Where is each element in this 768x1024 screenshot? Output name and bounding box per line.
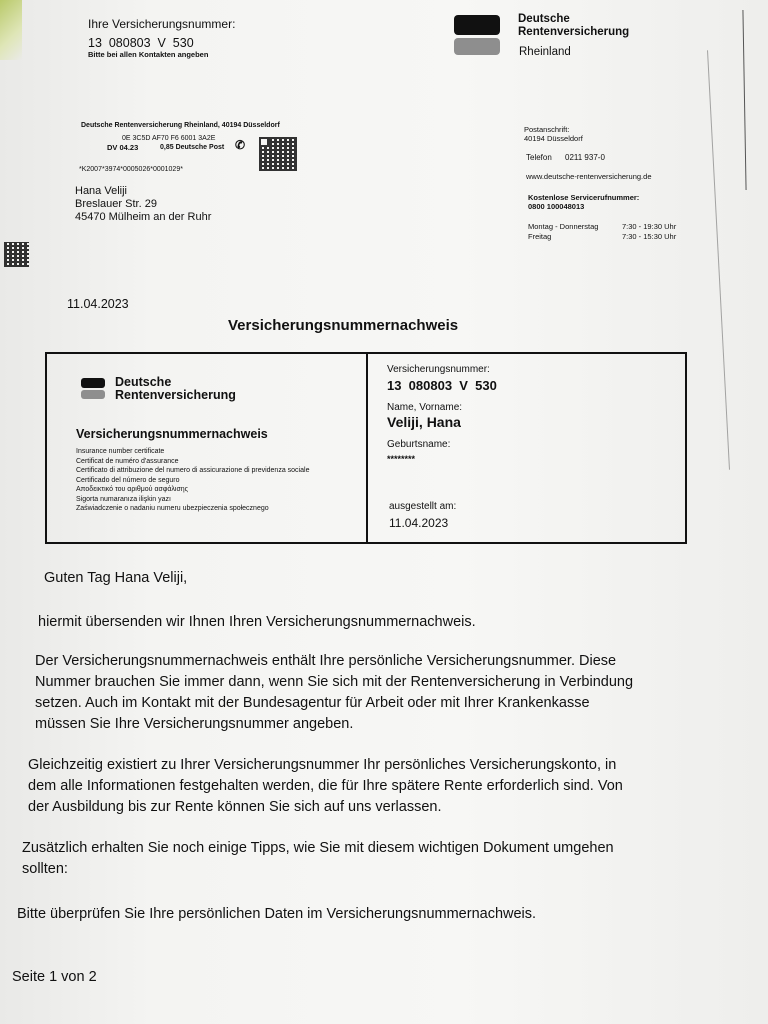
certificate-divider xyxy=(366,354,368,542)
postal-city: 40194 Düsseldorf xyxy=(524,134,583,143)
phone-label: Telefon xyxy=(526,153,552,162)
certificate-name: Veliji, Hana xyxy=(387,414,461,430)
recipient-name: Hana Veliji xyxy=(75,185,127,197)
letter-paragraph-2 xyxy=(35,651,633,735)
certificate-birthname-label: Geburtsname: xyxy=(387,439,451,450)
page-title: Versicherungsnummernachweis xyxy=(228,317,459,334)
hours-friday-label: Freitag xyxy=(528,232,552,241)
brand-region: Rheinland xyxy=(519,46,571,58)
recipient-city: 45470 Mülheim an der Ruhr xyxy=(75,211,212,223)
paragraph-3-line-3: der Ausbildung bis zur Rente können Sie sich auf uns verlassen. xyxy=(28,799,442,815)
letter-greeting: Guten Tag Hana Veliji, xyxy=(44,570,188,586)
certificate-brand xyxy=(115,376,236,402)
paragraph-3-line-2: dem alle Informationen festgehalten werden, die für Ihre spätere Rente erforderlich sind. Von xyxy=(28,778,623,794)
brand-logo-icon xyxy=(454,15,500,35)
certificate-box xyxy=(45,352,687,544)
paragraph-2-line-3: setzen. Auch im Kontakt mit der Bundesagentur für Arbeit oder mit Ihrer Krankenkasse xyxy=(35,695,590,711)
certificate-name-label: Name, Vorname: xyxy=(387,402,463,413)
hours-friday: 7:30 - 15:30 Uhr xyxy=(622,232,677,241)
hotline-label: Kostenlose Servicerufnummer: xyxy=(528,193,640,202)
postage-code: 0E 3C5D AF70 F6 6001 3A2E xyxy=(122,135,216,142)
website-link[interactable]: www.deutsche-rentenversicherung.de xyxy=(526,172,652,181)
letter-date: 11.04.2023 xyxy=(67,297,129,311)
letter-paragraph-3 xyxy=(28,755,623,818)
hours-weekday: 7:30 - 19:30 Uhr xyxy=(622,222,677,231)
page-number: Seite 1 von 2 xyxy=(12,969,97,985)
paper-fold-line xyxy=(707,50,730,469)
certificate-brand-line2: Rentenversicherung xyxy=(115,388,236,402)
certificate-issued-date: 11.04.2023 xyxy=(389,516,449,530)
certificate-translations xyxy=(76,447,309,514)
postage-dv: DV 04.23 xyxy=(107,143,139,152)
brand-line2: Rentenversicherung xyxy=(518,26,630,38)
certificate-brand-line1: Deutsche xyxy=(115,375,172,389)
brand-name xyxy=(518,13,629,39)
recipient-address xyxy=(75,185,211,224)
paragraph-3-line-1: Gleichzeitig existiert zu Ihrer Versicherungsnummer Ihr persönliches Versicherungskonto, in xyxy=(28,757,617,773)
certificate-logo-icon-lower xyxy=(81,390,105,399)
certificate-birthname: ******** xyxy=(387,454,416,464)
post-horn-icon: ✆ xyxy=(235,138,246,152)
background-edge xyxy=(0,0,22,60)
hotline-number: 0800 100048013 xyxy=(528,202,585,211)
certificate-logo-icon xyxy=(81,378,105,388)
paper-edge-line xyxy=(742,10,746,190)
translation-tr: Sigorta numaranıza ilişkin yazı xyxy=(76,495,171,503)
margin-matrix-code-icon xyxy=(4,242,29,267)
postal-label: Postanschrift: xyxy=(524,125,570,134)
translation-fr: Certificat de numéro d'assurance xyxy=(76,457,179,465)
certificate-issued-label: ausgestellt am: xyxy=(389,501,457,512)
contact-note: Bitte bei allen Kontakten angeben xyxy=(88,50,209,59)
letter-paragraph-1: hiermit übersenden wir Ihnen Ihren Versicherungsnummernachweis. xyxy=(38,614,476,630)
letter-paragraph-4 xyxy=(22,838,614,880)
translation-es: Certificado del número de seguro xyxy=(76,476,180,484)
paragraph-4-line-2: sollten: xyxy=(22,861,68,877)
certificate-number-label: Versicherungsnummer: xyxy=(387,364,490,375)
brand-logo-icon-lower xyxy=(454,38,500,55)
translation-pl: Zaświadczenie o nadaniu numeru ubezpieczenia społecznego xyxy=(76,505,269,512)
translation-en: Insurance number certificate xyxy=(76,448,165,455)
letter-paragraph-5: Bitte überprüfen Sie Ihre persönlichen Daten im Versicherungsnummernachweis. xyxy=(17,906,537,922)
tracking-code: *K2007*3974*0005026*0001029* xyxy=(79,166,183,173)
postage-matrix-code-icon xyxy=(259,137,297,171)
paragraph-2-line-4: müssen Sie Ihre Versicherungsnummer angeben. xyxy=(35,716,354,732)
translation-it: Certificato di attribuzione del numero di assicurazione di previdenza sociale xyxy=(76,467,310,474)
return-address: Deutsche Rentenversicherung Rheinland, 40194 Düsseldorf xyxy=(81,122,280,129)
insurance-number-label: Ihre Versicherungsnummer: xyxy=(88,17,236,31)
hours-weekday-label: Montag - Donnerstag xyxy=(528,222,599,231)
certificate-number: 13 080803 V 530 xyxy=(387,378,497,393)
insurance-number-header: 13 080803 V 530 xyxy=(88,36,194,50)
phone-number: 0211 937-0 xyxy=(565,153,605,162)
recipient-street: Breslauer Str. 29 xyxy=(75,198,157,210)
certificate-title: Versicherungsnummernachweis xyxy=(76,427,268,441)
postage-price: 0,85 Deutsche Post xyxy=(160,144,225,151)
translation-el: Αποδεικτικό του αριθμού ασφάλισης xyxy=(76,486,189,493)
brand-line1: Deutsche xyxy=(518,13,570,25)
paragraph-2-line-1: Der Versicherungsnummernachweis enthält Ihre persönliche Versicherungsnummer. Diese xyxy=(35,653,617,669)
paragraph-2-line-2: Nummer brauchen Sie immer dann, wenn Sie sich mit der Rentenversicherung in Verbindung xyxy=(35,674,634,690)
paragraph-4-line-1: Zusätzlich erhalten Sie noch einige Tipps, wie Sie mit diesem wichtigen Dokument umgehen xyxy=(22,840,614,856)
